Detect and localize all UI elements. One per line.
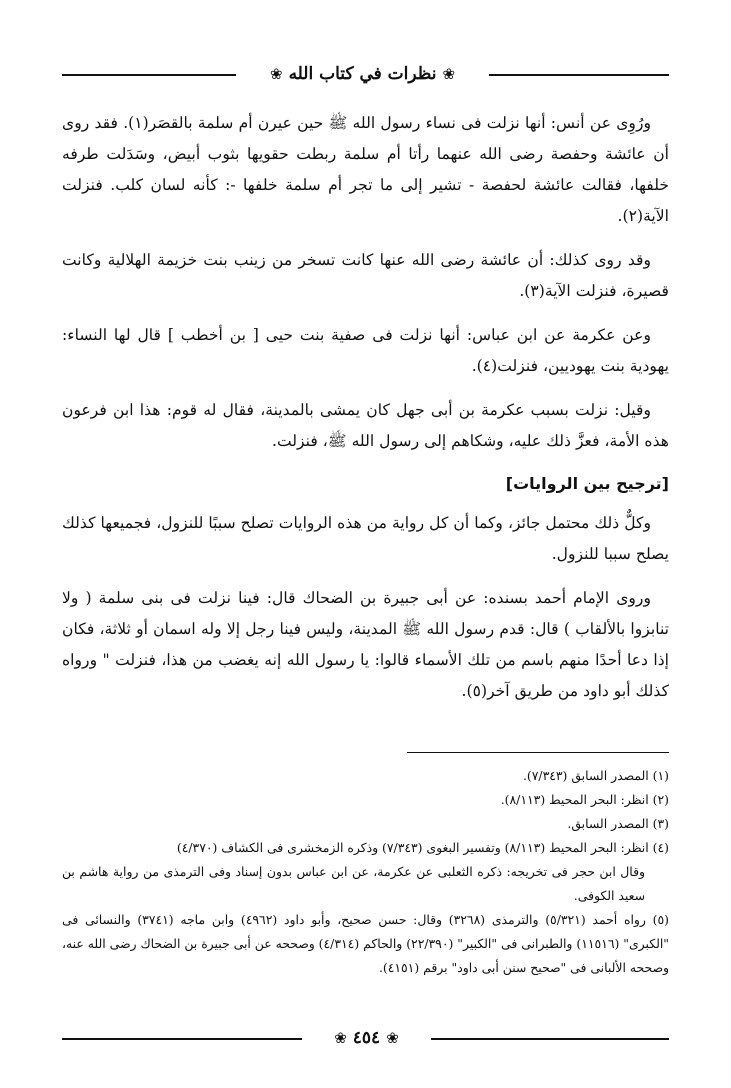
page-footer xyxy=(62,1024,669,1052)
section-heading-wrap xyxy=(62,470,669,498)
flower-ornament-icon: ❀ xyxy=(269,64,283,83)
footnote-continuation: وقال ابن حجر فى تخريجه: ذكره الثعلبى عن عكرمة، عن ابن عباس بدون إسناد وفى الترمذى من رواية هاشم بن سعيد الكوفى. xyxy=(62,864,645,903)
footnote-number: (٥) xyxy=(652,912,669,927)
footnote-text: انظر: البحر المحيط (٨/١١٣) وتفسير البغوى (٧/٣٤٣) وذكره الزمخشرى فى الكشاف (٤/٣٧٠) xyxy=(176,840,649,855)
section-heading: [ترجيح بين الروايات] xyxy=(505,474,669,493)
footnote-text: المصدر السابق (٧/٣٤٣). xyxy=(522,768,649,783)
footnote-text: انظر: البحر المحيط (٨/١١٣). xyxy=(500,792,649,807)
footnote xyxy=(62,764,669,788)
header-title-group xyxy=(240,60,485,88)
running-header xyxy=(62,60,669,88)
footnote-number: (٢) xyxy=(652,792,669,807)
footnotes xyxy=(62,764,669,980)
footnote-text: المصدر السابق. xyxy=(567,816,649,831)
page-number-group xyxy=(308,1024,425,1052)
flower-ornament-icon: ❀ xyxy=(334,1028,347,1047)
footnote xyxy=(62,908,669,980)
paragraph: وقيل: نزلت بسبب عكرمة بن أبى جهل كان يمشى بالمدينة، فقال له قوم: هذا ابن فرعون هذه الأمة، فعزَّ ذلك عليه، وشكاهم إلى رسول الله ﷺ، فنزلت. xyxy=(62,401,669,450)
footnote-number: (١) xyxy=(652,768,669,783)
flower-ornament-icon: ❀ xyxy=(386,1028,399,1047)
paragraph: وكلٌّ ذلك محتمل جائز، وكما أن كل رواية من هذه الروايات تصلح سببًا للنزول، فجميعها كذلك يصلح سببا للنزول. xyxy=(62,514,669,563)
main-text xyxy=(62,108,669,720)
flower-ornament-icon: ❀ xyxy=(442,64,456,83)
footnote-separator xyxy=(407,752,669,753)
footnote xyxy=(62,788,669,812)
footnote-text: رواه أحمد (٥/٣٢١) والترمذى (٣٢٦٨) وقال: حسن صحيح، وأبو داود (٤٩٦٢) وابن ماجه (٣٧٤١) والنسائى فى "الكبرى" (١١٥١٦) والطبرانى فى "الكبير" (٢٢/٣٩٠) والحاكم (٤/٣١٤) وصححه عن أبى جبيرة بن الضحاك رضى الله عنه، وصححه الألبانى فى "صحيح سنن أبى داود" برقم (٤١٥١). xyxy=(62,912,670,975)
footnote-number: (٤) xyxy=(652,840,669,855)
header-rule-right xyxy=(489,74,669,76)
footnote xyxy=(62,836,669,908)
paragraph: وعن عكرمة عن ابن عباس: أنها نزلت فى صفية بنت حيى [ بن أخطب ] قال لها النساء: يهودية بنت يهوديين، فنزلت(٤). xyxy=(62,326,669,375)
book-title: نظرات في كتاب الله xyxy=(288,64,437,84)
footnote xyxy=(62,812,669,836)
footer-rule-left xyxy=(62,1038,302,1040)
paragraph: وروى الإمام أحمد بسنده: عن أبى جبيرة بن الضحاك قال: فينا نزلت فى بنى سلمة ( ولا تنابزوا بالألقاب ) قال: قدم رسول الله ﷺ المدينة، وليس فينا رجل إلا وله اسمان أو ثلاثة، فكان إذا دعا أحدًا منهم باسم من تلك الأسماء قالوا: يا رسول الله إنه يغضب من هذا، فنزلت " ورواه كذلك أبو داود من طريق آخر(٥). xyxy=(62,589,669,700)
paragraph: وقد روى كذلك: أن عائشة رضى الله عنها كانت تسخر من زينب بنت خزيمة الهلالية وكانت قصيرة، فنزلت الآية(٣). xyxy=(62,251,669,300)
paragraph: ورُوِى عن أنس: أنها نزلت فى نساء رسول الله ﷺ حين عيرن أم سلمة بالقصَر(١). فقد روى أن عائشة وحفصة رضى الله عنهما رأتا أم سلمة ربطت حقويها بثوب أبيض، وسَدَلت طرفه خلفها، فقالت عائشة لحفصة - تشير إلى ما تجر أم سلمة خلفها -: كأنه لسان كلب. فنزلت الآية(٢). xyxy=(62,114,669,225)
page-number: ٤٥٤ xyxy=(352,1028,381,1048)
footnote-number: (٣) xyxy=(652,816,669,831)
header-rule-left xyxy=(62,74,236,76)
footer-rule-right xyxy=(431,1038,669,1040)
